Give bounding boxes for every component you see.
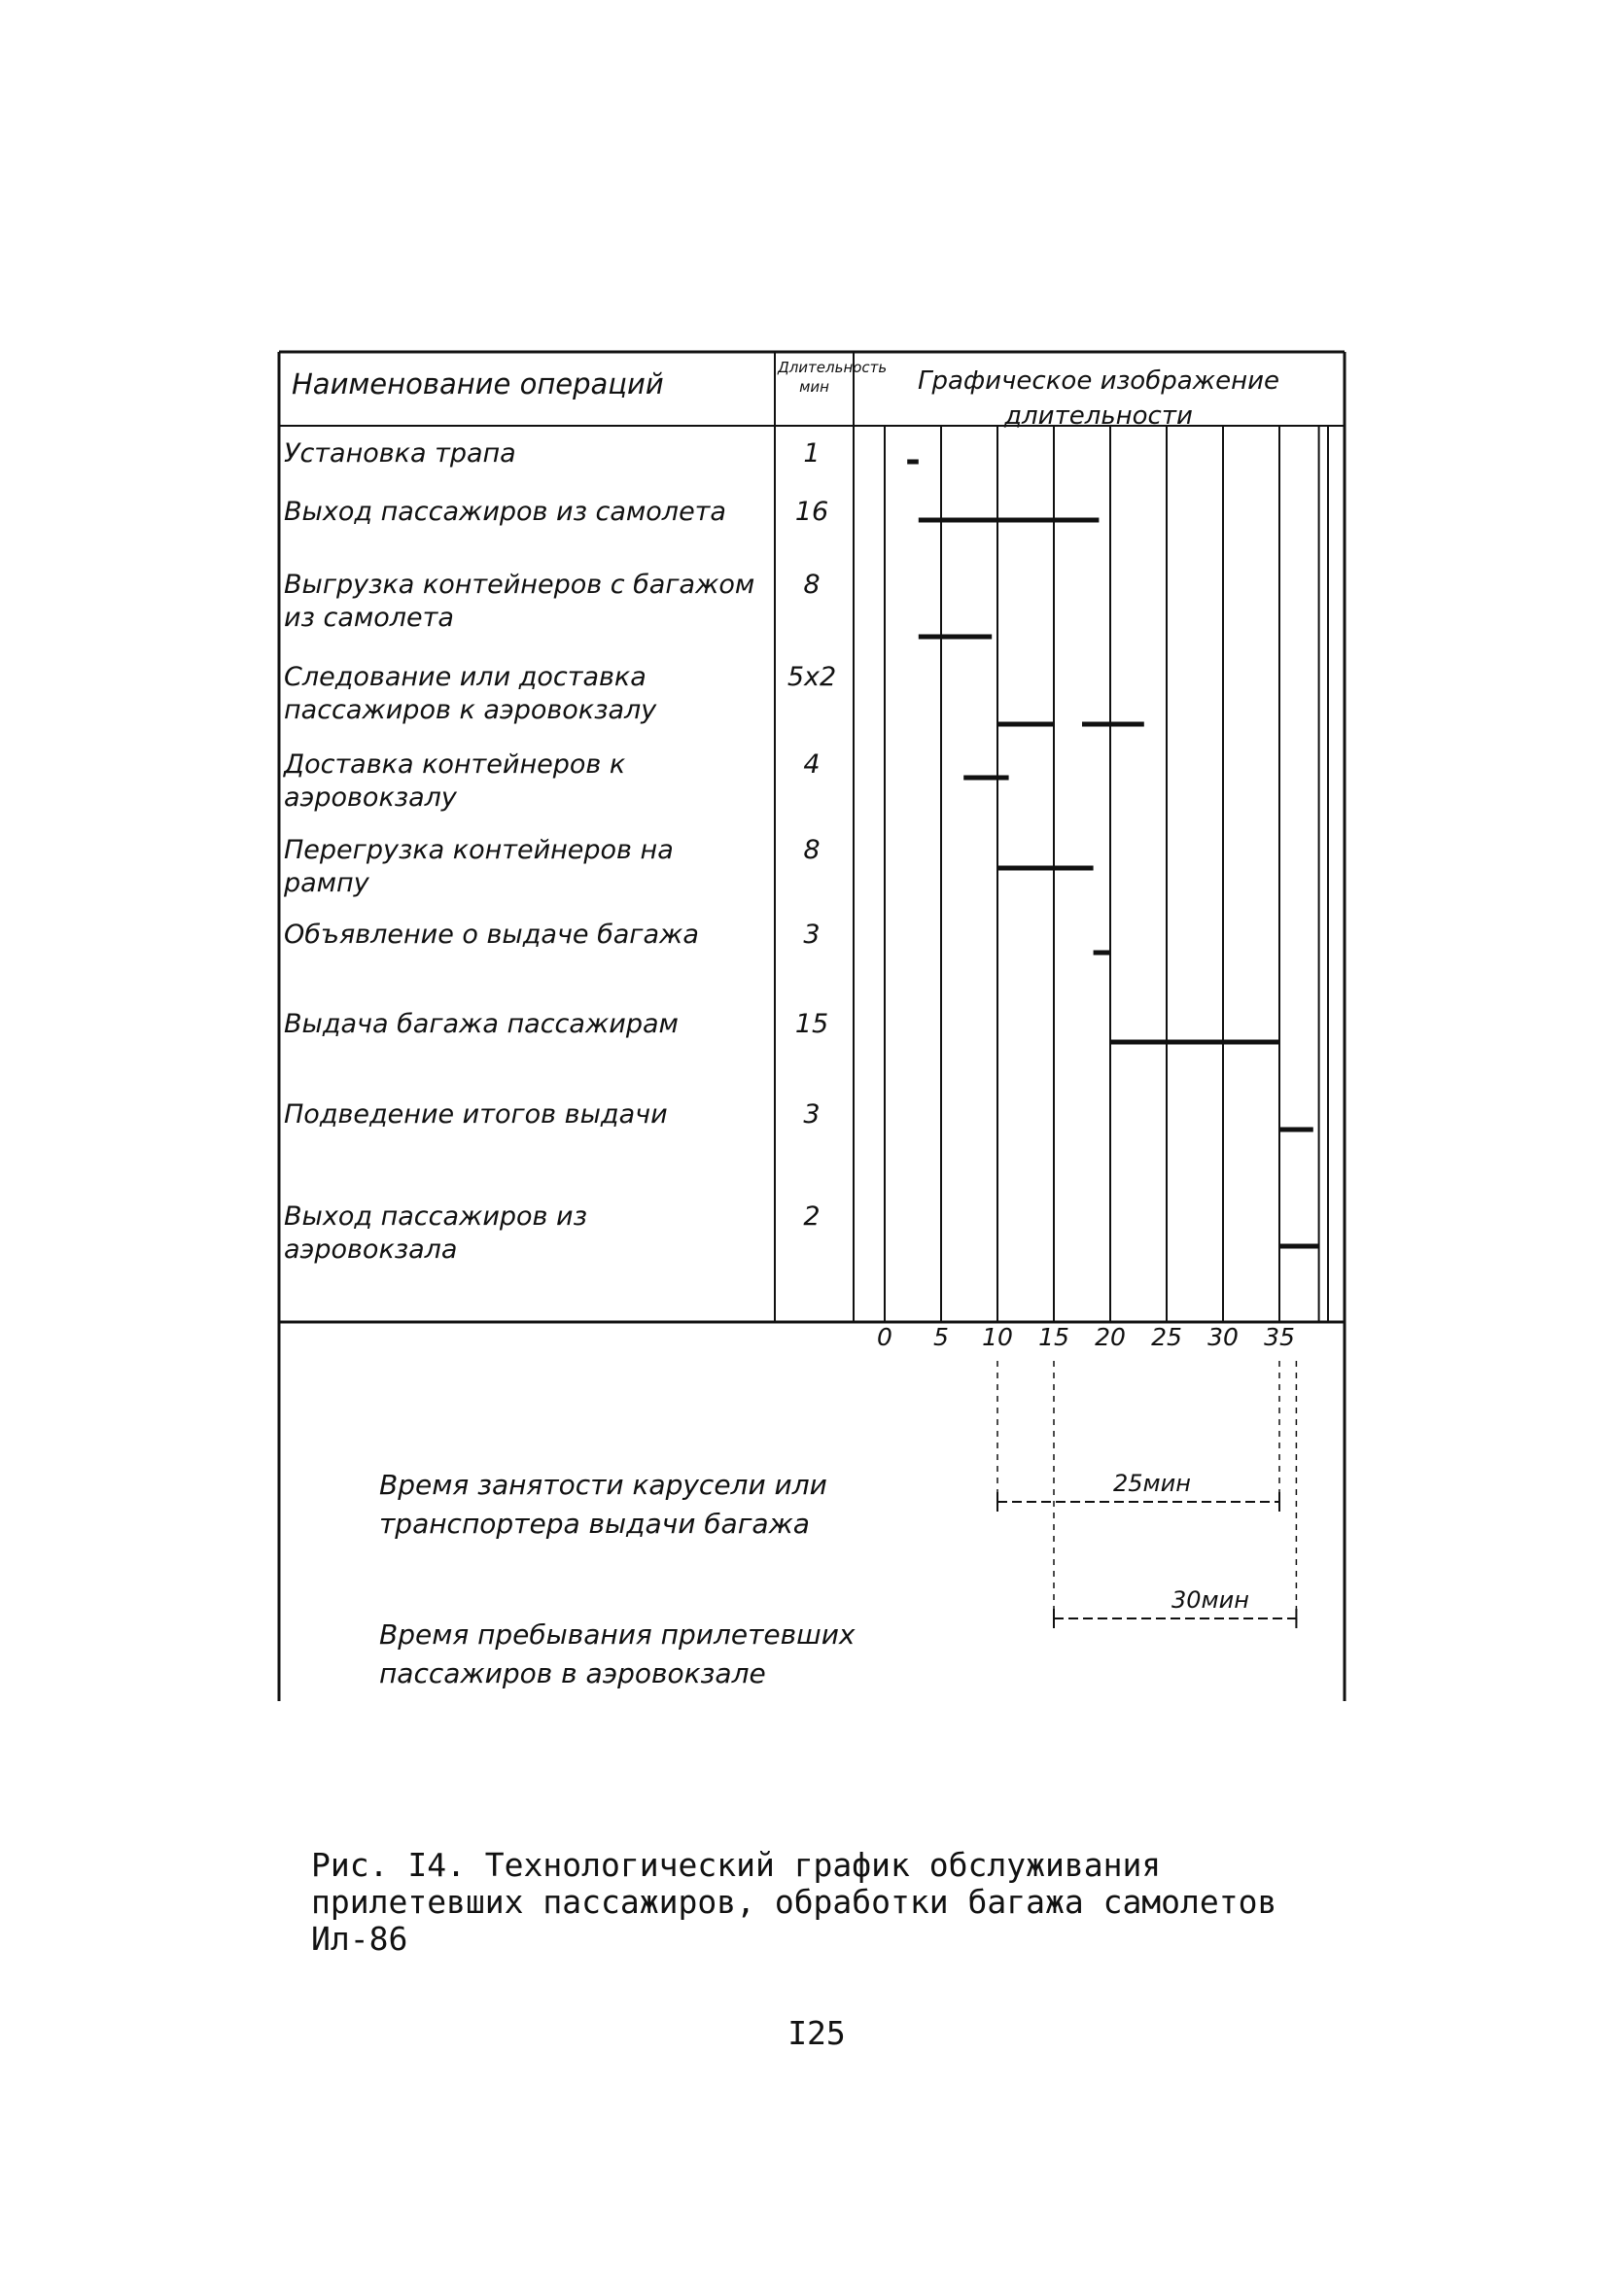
carousel-duration-label: 25мин bbox=[1113, 1470, 1191, 1497]
axis-tick-label: 5 bbox=[933, 1323, 949, 1351]
operation-name: Выход пассажиров из аэровокзала bbox=[284, 1201, 587, 1265]
passenger-stay-label: Время пребывания прилетевших пассажиров в аэровокзале bbox=[379, 1618, 856, 1689]
operation-name: Выгрузка контейнеров с багажом из самолета bbox=[284, 570, 755, 633]
operation-duration: 5х2 bbox=[787, 662, 837, 692]
operation-duration: 3 bbox=[803, 1099, 821, 1130]
axis-tick-label: 30 bbox=[1207, 1323, 1239, 1351]
axis-tick-label: 15 bbox=[1038, 1323, 1069, 1351]
axis-tick-label: 10 bbox=[982, 1323, 1013, 1351]
axis-tick-label: 35 bbox=[1264, 1323, 1295, 1351]
operation-duration: 1 bbox=[803, 438, 821, 469]
figure-caption: Рис. I4. Технологический график обслуживания прилетевших пассажиров, обработки багажа самолетов Ил-86 bbox=[311, 1846, 1277, 1958]
operation-name: Выдача багажа пассажирам bbox=[284, 1009, 679, 1039]
header-duration: Длительность мин bbox=[778, 359, 888, 396]
passenger-stay-duration-label: 30мин bbox=[1171, 1586, 1249, 1614]
carousel-busy-label: Время занятости карусели или транспортера выдачи багажа bbox=[379, 1469, 827, 1540]
operation-duration: 8 bbox=[803, 570, 821, 600]
operation-duration: 8 bbox=[803, 835, 821, 865]
operation-duration: 3 bbox=[803, 920, 821, 950]
operation-duration: 4 bbox=[803, 749, 821, 780]
header-operations: Наименование операций bbox=[292, 367, 664, 400]
page-number: I25 bbox=[787, 2014, 846, 2052]
operation-name: Объявление о выдаче багажа bbox=[284, 920, 699, 950]
operation-name: Подведение итогов выдачи bbox=[284, 1099, 668, 1130]
axis-tick-label: 25 bbox=[1151, 1323, 1182, 1351]
axis-tick-label: 0 bbox=[877, 1323, 892, 1351]
operation-name: Выход пассажиров из самолета bbox=[284, 497, 726, 527]
operation-duration: 15 bbox=[794, 1009, 829, 1039]
header-graphic: Графическое изображение длительности bbox=[918, 366, 1279, 431]
axis-tick-label: 20 bbox=[1095, 1323, 1126, 1351]
operation-name: Следование или доставка пассажиров к аэровокзалу bbox=[284, 662, 657, 725]
operation-duration: 2 bbox=[803, 1201, 821, 1232]
operation-duration: 16 bbox=[794, 497, 829, 527]
operation-name: Доставка контейнеров к аэровокзалу bbox=[284, 749, 626, 813]
operation-name: Перегрузка контейнеров на рампу bbox=[284, 835, 674, 898]
operation-name: Установка трапа bbox=[284, 438, 516, 469]
